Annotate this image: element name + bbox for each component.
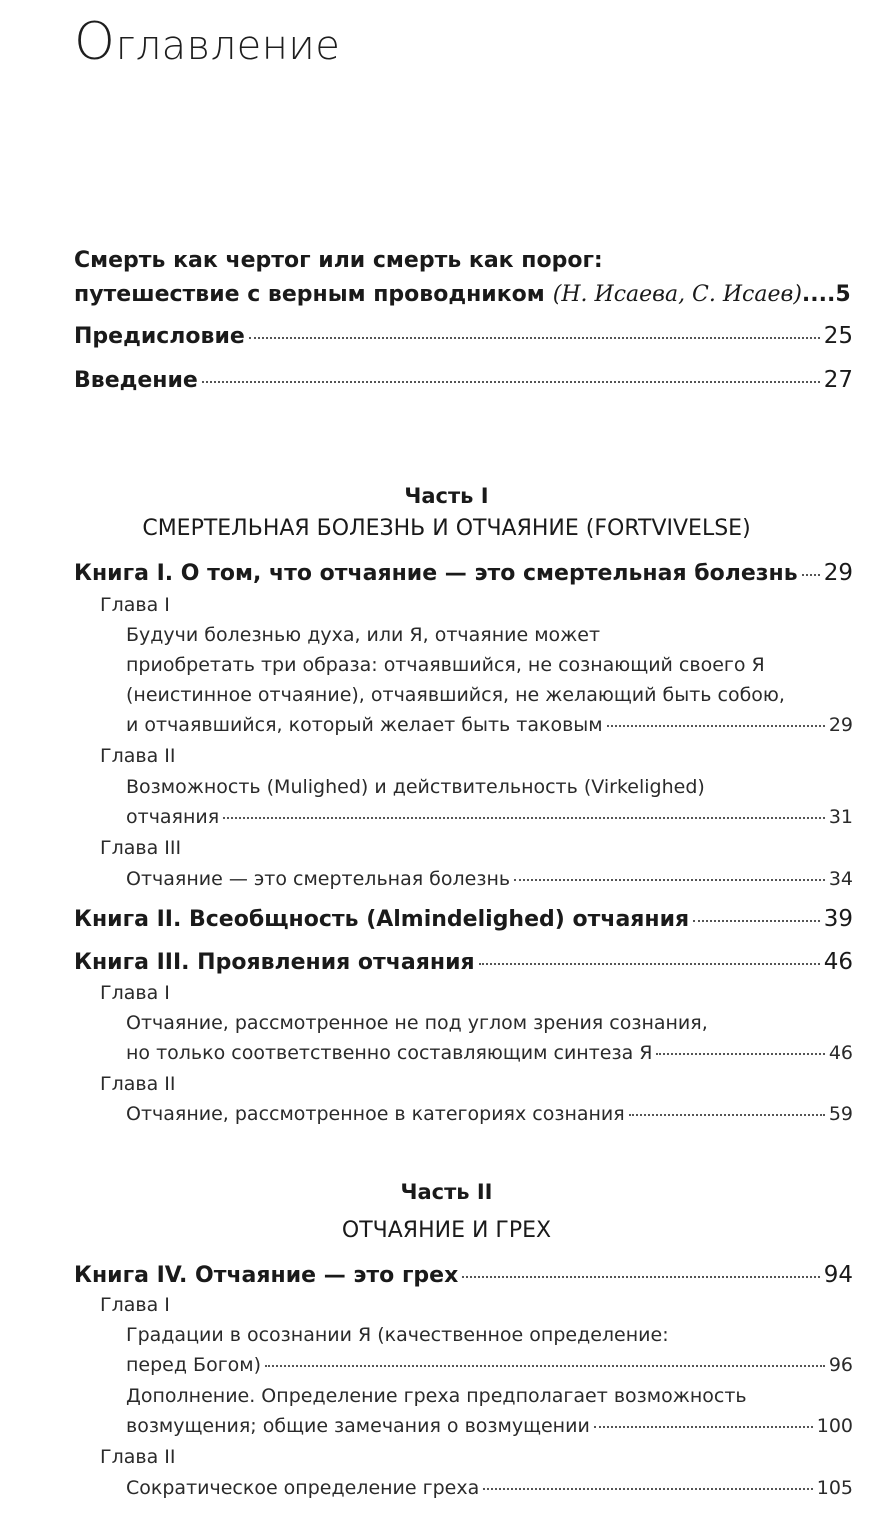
chapter-label: Глава I [100,982,170,1004]
intro-entry-line1: Смерть как чертог или смерть как порог: [74,248,603,273]
title-rest: главление [115,23,341,69]
toc-subentry-line: Дополнение. Определение греха предполагает возможность [126,1385,747,1407]
toc-entry-label: Книга IV. Отчаяние — это грех [74,1263,459,1288]
intro-entry-authors: (Н. Исаева, С. Исаев) [552,282,802,307]
leader-dots [693,920,820,922]
toc-entry-introduction[interactable] [74,367,853,393]
toc-subentry-line: Возможность (Mulighed) и действительность (Virkelighed) [126,776,705,798]
leader-dots [802,574,820,576]
chapter-label: Глава II [100,1073,176,1095]
toc-entry-label: Книга III. Проявления отчаяния [74,950,475,975]
toc-entry-page: 29 [823,560,853,586]
toc-entry-preface[interactable] [74,323,853,349]
toc-entry-page: 94 [823,1262,853,1288]
leader-dots [483,1488,812,1490]
toc-entry-label: возмущения; общие замечания о возмущении [126,1415,590,1437]
toc-entry-label: Книга II. Всеобщность (Almindelighed) отчаяния [74,907,690,932]
toc-entry-page: 46 [828,1042,853,1064]
chapter-label: Глава II [100,1446,176,1468]
toc-subentry[interactable] [126,1103,853,1125]
toc-subentry[interactable] [126,1354,853,1376]
part2-label: Часть II [400,1180,493,1204]
toc-entry-page: 105 [816,1477,853,1499]
toc-subentry[interactable] [126,806,853,828]
toc-entry-label: перед Богом) [126,1354,262,1376]
toc-subentry-line: Отчаяние, рассмотренное не под углом зрения сознания, [126,1012,708,1034]
leader-dots [265,1365,825,1367]
intro-entry-title: путешествие с верным проводником [74,282,545,307]
toc-subentry[interactable] [126,714,853,736]
chapter-label: Глава II [100,745,176,767]
intro-entry-dots: .... [801,282,836,307]
toc-entry-label: Книга I. О том, что отчаяние — это смертельная болезнь [74,561,798,586]
leader-dots [223,817,825,819]
toc-entry-label: Отчаяние — это смертельная болезнь [126,868,511,890]
toc-entry-page: 31 [828,806,853,828]
leader-dots [249,337,820,339]
toc-entry-label: отчаяния [126,806,220,828]
leader-dots [202,381,820,383]
chapter-label: Глава I [100,594,170,616]
leader-dots [514,879,825,881]
toc-entry-page: 27 [823,367,853,393]
leader-dots [479,963,820,965]
toc-subentry-line: Градации в осознании Я (качественное определение: [126,1324,669,1346]
part2-title: ОТЧАЯНИЕ И ГРЕХ [341,1218,552,1243]
leader-dots [656,1053,824,1055]
toc-subentry[interactable] [126,1042,853,1064]
toc-entry-book4[interactable] [74,1262,853,1288]
toc-entry-book1[interactable] [74,560,853,586]
toc-subentry-line: приобретать три образа: отчаявшийся, не сознающий своего Я [126,654,765,676]
toc-entry-page: 59 [828,1103,853,1125]
chapter-label: Глава I [100,1294,170,1316]
leader-dots [594,1426,813,1428]
toc-entry-page: 100 [816,1415,853,1437]
intro-entry-line2 [74,282,853,307]
toc-subentry[interactable] [126,868,853,890]
toc-entry-label: Сократическое определение греха [126,1477,480,1499]
toc-subentry-line: Будучи болезнью духа, или Я, отчаяние может [126,624,601,646]
toc-entry-label: и отчаявшийся, который желает быть таковым [126,714,603,736]
toc-subentry[interactable] [126,1415,853,1437]
toc-entry-page: 25 [823,323,853,349]
toc-entry-label: Отчаяние, рассмотренное в категориях сознания [126,1103,625,1125]
toc-entry-label: но только соответственно составляющим синтеза Я [126,1042,653,1064]
toc-entry-page: 34 [828,868,853,890]
part1-label: Часть I [404,484,489,508]
toc-entry-label: Предисловие [74,324,245,349]
chapter-label: Глава III [100,837,182,859]
leader-dots [462,1276,819,1278]
toc-entry-label: Введение [74,368,198,393]
toc-entry-book2[interactable] [74,906,853,932]
leader-dots [629,1114,825,1116]
toc-entry-page: 46 [823,949,853,975]
toc-subentry-line: (неистинное отчаяние), отчаявшийся, не желающий быть собою, [126,684,785,706]
toc-entry-book3[interactable] [74,949,853,975]
toc-entry-page: 96 [828,1354,853,1376]
page-title [74,14,340,71]
intro-entry-page: 5 [835,282,851,307]
toc-subentry[interactable] [126,1477,853,1499]
leader-dots [607,725,825,727]
toc-entry-page: 29 [828,714,853,736]
title-initial: О [74,12,116,72]
toc-entry-page: 39 [823,906,853,932]
part1-title: СМЕРТЕЛЬНАЯ БОЛЕЗНЬ И ОТЧАЯНИЕ (FORTVIVELSE) [142,516,751,541]
